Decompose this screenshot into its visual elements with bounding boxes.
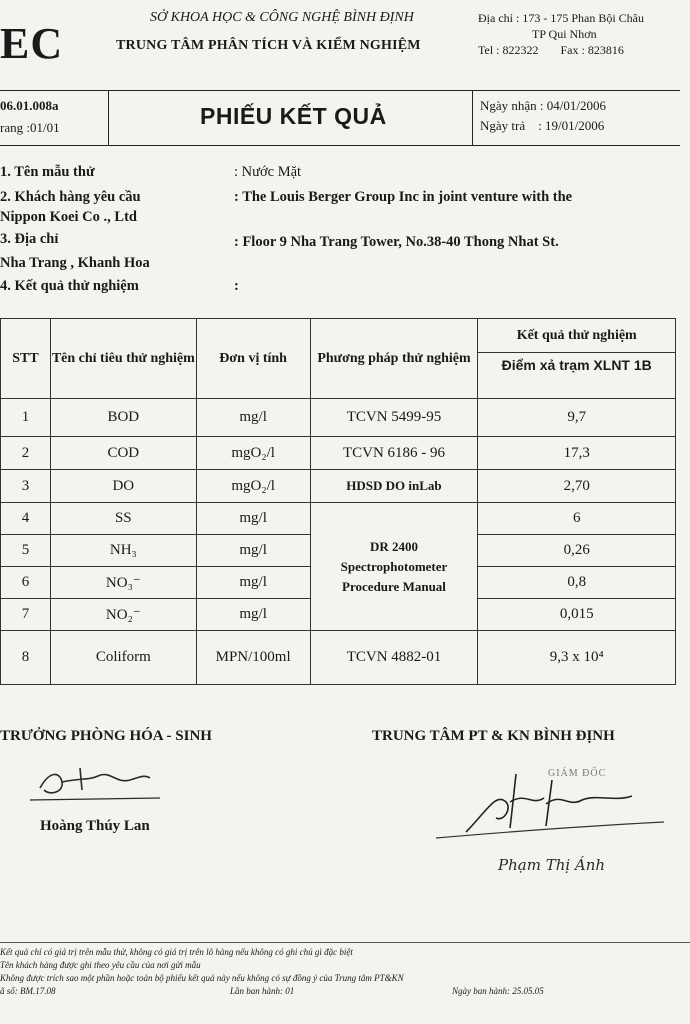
row-stt: 3 bbox=[1, 470, 51, 503]
row-method: TCVN 5499-95 bbox=[310, 399, 478, 437]
address-label: 3. Địa chỉ bbox=[0, 231, 59, 247]
right-signature-image bbox=[436, 762, 666, 854]
header-result-sub: Điểm xả trạm XLNT 1B bbox=[478, 353, 676, 399]
row-stt: 4 bbox=[1, 503, 51, 535]
row-unit: mg/l bbox=[196, 503, 310, 535]
row-unit: mgO₂/l bbox=[196, 470, 310, 503]
sample-name-value: : Nước Mặt bbox=[234, 164, 302, 180]
row-value: 9,7 bbox=[478, 399, 676, 437]
center-logo-text: EC bbox=[0, 19, 64, 68]
row-method: TCVN 4882-01 bbox=[310, 631, 478, 685]
row-value: 2,70 bbox=[478, 470, 676, 503]
client-value-cont: Nippon Koei Co ., Ltd bbox=[0, 209, 137, 225]
row-unit: mg/l bbox=[196, 567, 310, 599]
table-row bbox=[1, 503, 676, 535]
row-param: NO₃⁻ bbox=[50, 567, 196, 599]
contact-info bbox=[478, 10, 646, 58]
row-unit: mg/l bbox=[196, 535, 310, 567]
row-method: TCVN 6186 - 96 bbox=[310, 437, 478, 470]
address-city: TP Qui Nhơn bbox=[532, 27, 597, 41]
row-value: 9,3 x 10⁴ bbox=[478, 631, 676, 685]
address-line: Địa chỉ : 173 - 175 Phan Bội Châu bbox=[478, 11, 644, 25]
row-unit: mg/l bbox=[196, 399, 310, 437]
row-stt: 5 bbox=[1, 535, 51, 567]
header-stt: STT bbox=[1, 319, 51, 399]
center-name: TRUNG TÂM PHÂN TÍCH VÀ KIỂM NGHIỆM bbox=[116, 38, 421, 53]
table-row bbox=[1, 399, 676, 437]
row-stt: 2 bbox=[1, 437, 51, 470]
row-value: 0,26 bbox=[478, 535, 676, 567]
header-unit: Đơn vị tính bbox=[196, 319, 310, 399]
sample-name-label: 1. Tên mẫu thử bbox=[0, 164, 95, 180]
row-unit: mg/l bbox=[196, 599, 310, 631]
fax-number: Fax : 823816 bbox=[560, 43, 624, 57]
row-param: NH₃ bbox=[50, 535, 196, 567]
address-value: : Floor 9 Nha Trang Tower, No.38-40 Thong Nhat St. bbox=[234, 234, 559, 250]
address-value-cont: Nha Trang , Khanh Hoa bbox=[0, 255, 150, 271]
row-value: 17,3 bbox=[478, 437, 676, 470]
client-value: : The Louis Berger Group Inc in joint venture with the bbox=[234, 189, 573, 205]
row-value: 6 bbox=[478, 503, 676, 535]
left-signatory-title: TRƯỞNG PHÒNG HÓA - SINH bbox=[0, 728, 212, 744]
footer-meta bbox=[0, 985, 690, 998]
row-value: 0,8 bbox=[478, 567, 676, 599]
method-line: Spectrophotometer bbox=[340, 558, 448, 574]
dates-block bbox=[480, 96, 606, 136]
left-signature-image bbox=[20, 760, 170, 810]
merged-method-cell bbox=[310, 503, 478, 631]
footer-note: Tên khách hàng được ghi theo yêu cầu của nơi gửi mẫu bbox=[0, 960, 201, 970]
footer-note: Không được trích sao một phần hoặc toàn bộ phiếu kết quả này nếu không có sự đồng ý của Trung tâm PT&KN bbox=[0, 973, 404, 983]
footer-note: Kết quả chỉ có giá trị trên mẫu thử, không có giá trị trên lô hàng nếu không có ghi chú gì đặc biệt bbox=[0, 947, 353, 957]
row-method: HDSD DO inLab bbox=[310, 470, 478, 503]
row-param: Coliform bbox=[50, 631, 196, 685]
left-signatory-name: Hoàng Thúy Lan bbox=[40, 818, 150, 834]
form-code: ã số: BM.17.08 bbox=[0, 986, 56, 996]
right-signatory-title: TRUNG TÂM PT & KN BÌNH ĐỊNH bbox=[372, 728, 615, 744]
method-line: Procedure Manual bbox=[342, 578, 446, 594]
issue-date: Ngày ban hành: 25.05.05 bbox=[452, 986, 544, 996]
returned-date: Ngày trả : 19/01/2006 bbox=[480, 118, 605, 133]
result-label: 4. Kết quả thử nghiệm bbox=[0, 278, 139, 294]
result-value: : bbox=[234, 278, 239, 294]
row-param: SS bbox=[50, 503, 196, 535]
table-row bbox=[1, 437, 676, 470]
document-code: 06.01.008a bbox=[0, 98, 59, 113]
row-param: BOD bbox=[50, 399, 196, 437]
row-stt: 1 bbox=[1, 399, 51, 437]
client-label: 2. Khách hàng yêu cầu bbox=[0, 189, 141, 205]
header-param: Tên chỉ tiêu thử nghiệm bbox=[50, 319, 196, 399]
results-table bbox=[0, 318, 676, 685]
tel-number: Tel : 822322 bbox=[478, 43, 539, 57]
stamp-role: GIÁM ĐỐC bbox=[548, 768, 607, 779]
row-param: NO₂⁻ bbox=[50, 599, 196, 631]
page-number: rang :01/01 bbox=[0, 120, 60, 135]
received-date: Ngày nhận : 04/01/2006 bbox=[480, 98, 607, 113]
table-row bbox=[1, 470, 676, 503]
header-result: Kết quả thử nghiệm bbox=[478, 319, 676, 353]
method-line: DR 2400 bbox=[369, 538, 418, 554]
document-code-block bbox=[0, 95, 60, 139]
issue-number: Lần ban hành: 01 bbox=[230, 986, 295, 996]
row-stt: 8 bbox=[1, 631, 51, 685]
header-method: Phương pháp thử nghiệm bbox=[310, 319, 478, 399]
row-unit: mgO₂/l bbox=[196, 437, 310, 470]
row-value: 0,015 bbox=[478, 599, 676, 631]
row-param: COD bbox=[50, 437, 196, 470]
row-param: DO bbox=[50, 470, 196, 503]
row-stt: 6 bbox=[1, 567, 51, 599]
table-row bbox=[1, 631, 676, 685]
document-title: PHIẾU KẾT QUẢ bbox=[200, 103, 387, 129]
footer-notes bbox=[0, 942, 690, 998]
right-signatory-name: Phạm Thị Ánh bbox=[498, 856, 606, 874]
department-name: SỞ KHOA HỌC & CÔNG NGHỆ BÌNH ĐỊNH bbox=[150, 10, 414, 25]
row-stt: 7 bbox=[1, 599, 51, 631]
row-unit: MPN/100ml bbox=[196, 631, 310, 685]
